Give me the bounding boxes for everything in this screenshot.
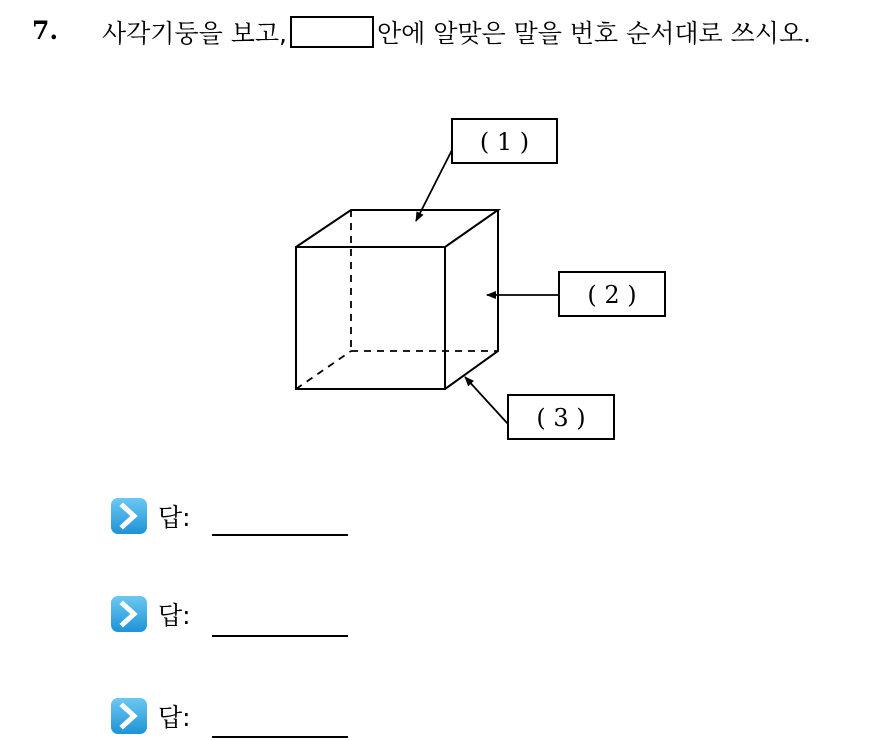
label-3: ( 3 ) bbox=[536, 404, 586, 432]
hidden-edges bbox=[296, 210, 498, 389]
question-text-before: 사각기둥을 보고, bbox=[102, 19, 287, 48]
chevron-right-icon bbox=[110, 497, 148, 535]
answer-line-3[interactable] bbox=[212, 736, 348, 738]
answer-label: 답: bbox=[158, 601, 191, 630]
chevron-right-icon bbox=[110, 595, 148, 633]
question-number: 7. bbox=[32, 16, 59, 45]
answer-row-2 bbox=[110, 594, 191, 634]
label-2: ( 2 ) bbox=[587, 281, 637, 309]
top-face bbox=[296, 210, 498, 247]
label-1: ( 1 ) bbox=[479, 128, 530, 156]
arrow-3 bbox=[465, 377, 508, 424]
chevron-right-icon bbox=[110, 697, 148, 735]
answer-label: 답: bbox=[158, 503, 191, 532]
side-face bbox=[445, 210, 498, 389]
visible-edges bbox=[296, 210, 498, 389]
question-text-after: 안에 알맞은 말을 번호 순서대로 쓰시오. bbox=[376, 19, 812, 48]
hidden-edge-bottom-left bbox=[296, 351, 351, 389]
answer-label: 답: bbox=[158, 703, 191, 732]
front-face bbox=[296, 247, 445, 389]
answer-line-2[interactable] bbox=[212, 635, 348, 637]
answer-row-1 bbox=[110, 496, 191, 536]
answer-line-1[interactable] bbox=[212, 534, 348, 536]
answer-row-3 bbox=[110, 696, 191, 736]
